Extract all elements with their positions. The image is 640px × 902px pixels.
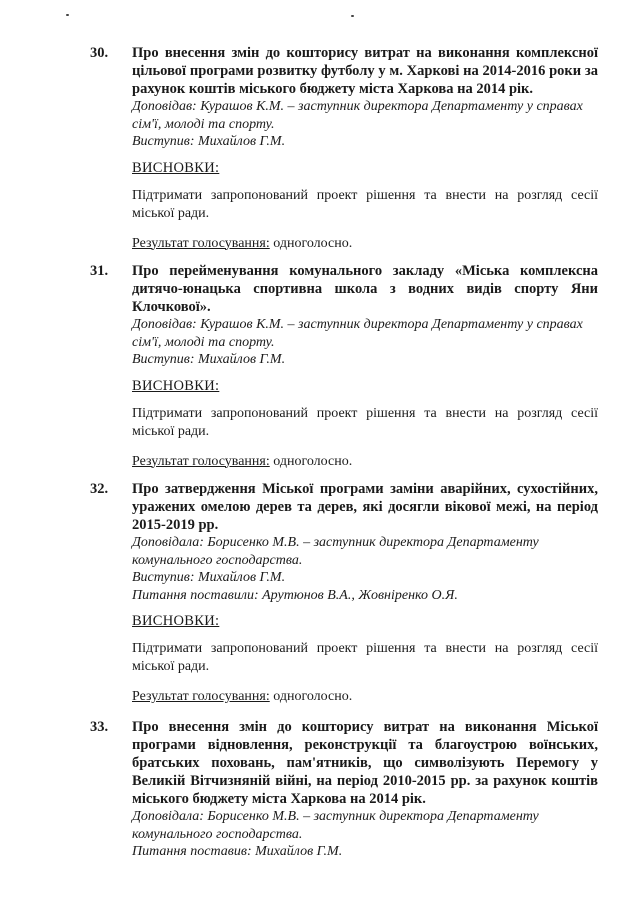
speaker-line: Виступив: Михайлов Г.М. [132,134,286,149]
conclusion-text: Підтримати запропонований проект рішення та внести на розгляд сесії міської ради. [132,405,598,439]
vote-result-label: Результат голосування: [132,689,270,704]
item-title: Про внесення змін до кошторису витрат на виконання комплексної цільової програми розвитку футболу у м. Харкові на 2014-2016 роки за рахунок коштів міського бюджету міста Харкова на 2014 рік. [132,45,598,97]
speaker-line: Доповідав: Курашов К.М. – заступник директора Департаменту у справах сім'ї, молоді та спорту. [132,317,583,350]
conclusions-label: ВИСНОВКИ: [132,613,220,629]
vote-result-value: одноголосно. [269,453,353,469]
speaker-line: Виступив: Михайлов Г.М. [132,570,286,585]
item-number: 31. [90,263,109,279]
vote-result-value: одноголосно. [269,235,353,251]
agenda-item-31 [90,262,598,471]
vote-result [132,688,598,706]
conclusion-text: Підтримати запропонований проект рішення та внести на розгляд сесії міської ради. [132,187,598,221]
item-title: Про затвердження Міської програми заміни аварійних, сухостійних, уражених омелою дерев та дерев, які досягли вікової межі, на період 2015-2019 рр. [132,481,598,533]
speaker-line: Питання поставив: Михайлов Г.М. [132,844,343,859]
item-number: 32. [90,481,109,497]
speaker-line: Виступив: Михайлов Г.М. [132,352,286,367]
speaker-line: Доповідав: Курашов К.М. – заступник директора Департаменту у справах сім'ї, молоді та спорту. [132,99,583,132]
speaker-line: Доповідала: Борисенко М.В. – заступник директора Департаменту комунального господарства. [132,809,539,842]
conclusions-label: ВИСНОВКИ: [132,377,220,394]
conclusions-label: ВИСНОВКИ: [132,159,220,176]
vote-result-label: Результат голосування: [132,235,270,251]
vote-result-label: Результат голосування: [132,453,270,469]
vote-result-value: одноголосно. [269,689,353,704]
vote-result [132,235,598,253]
agenda-item-30 [90,44,598,253]
conclusion-text: Підтримати запропонований проект рішення та внести на розгляд сесії міської ради. [132,641,598,674]
agenda-item-32 [90,480,598,706]
vote-result [132,453,598,471]
item-number: 30. [90,45,109,61]
speaker-line: Питання поставили: Арутюнов В.А., Жовніренко О.Я. [132,587,458,603]
scan-speck [66,14,69,16]
item-title: Про внесення змін до кошторису витрат на виконання Міської програми відновлення, реконструкції та благоустрою воїнських, братських поховань, пам'ятників, що символізують Перемогу у Великій Вітчизняній війні, на період 2010-2015 рр. за рахунок коштів міського бюджету міста Харкова на 2014 рік. [132,719,598,807]
agenda-item-33 [90,718,598,861]
item-title: Про перейменування комунального закладу «Міська комплексна дитячо-юнацька спортивна школа з водних видів спорту Яни Клочкової». [132,263,598,315]
speaker-line: Доповідала: Борисенко М.В. – заступник директора Департаменту комунального господарства. [132,535,539,568]
scan-speck [351,15,354,17]
item-number: 33. [90,719,109,735]
